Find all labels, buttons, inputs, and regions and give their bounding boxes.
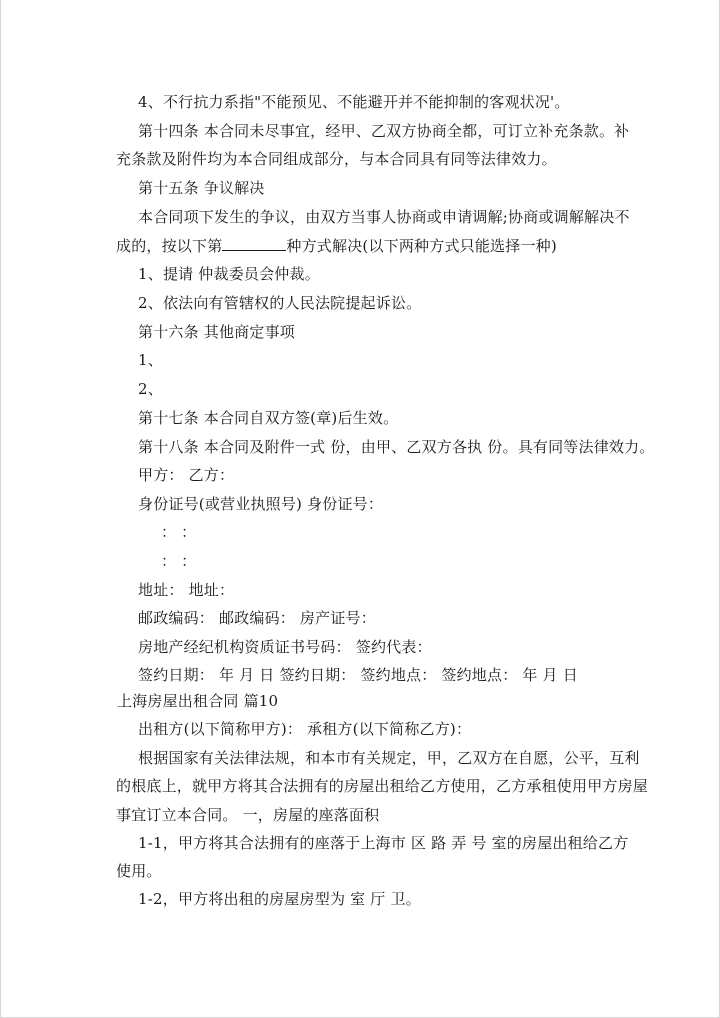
option-arbitration: 1、提请 仲裁委员会仲裁。 — [138, 265, 320, 283]
preamble-line-3: 事宜订立本合同。 一，房屋的座落面积 — [116, 806, 380, 824]
article-18: 第十八条 本合同及附件一式 份，由甲、乙双方各执 份。具有同等法律效力。 — [138, 438, 655, 456]
article-16-heading: 第十六条 其他商定事项 — [138, 323, 295, 341]
option-litigation: 2、依法向有管辖权的人民法院提起诉讼。 — [138, 294, 422, 312]
preamble-line-2: 的根底上，就甲方将其合法拥有的房屋出租给乙方使用，乙方承租使用甲方房屋 — [116, 777, 649, 795]
article-15-heading: 第十五条 争议解决 — [138, 179, 265, 197]
article-14-line-1: 第十四条 本合同未尽事宜，经甲、乙双方协商全都，可订立补充条款。补 — [138, 122, 630, 140]
clause-1-1-line-1: 1-1，甲方将其合法拥有的座落于上海市 区 路 弄 号 室的房屋出租给乙方 — [138, 834, 629, 852]
id-number-labels: 身份证号(或营业执照号) 身份证号： — [138, 495, 384, 513]
article-15-line-2 — [116, 236, 557, 256]
clause-1-1-line-2: 使用。 — [116, 862, 162, 880]
article-15-line-2-suffix: 种方式解决(以下两种方式只能选择一种) — [286, 237, 557, 255]
fill-in-blank — [222, 236, 286, 251]
article-15-line-1: 本合同项下发生的争议，由双方当事人协商或申请调解;协商或调解解决不 — [138, 208, 630, 226]
clause-force-majeure-4: 4、不行抗力系指"不能预见、不能避开并不能抑制的客观状况'。 — [138, 93, 570, 111]
signing-date-labels: 签约日期： 年 月 日 签约日期： 签约地点： 签约地点： 年 月 日 — [138, 666, 578, 684]
agency-labels: 房地产经纪机构资质证书号码： 签约代表： — [138, 638, 432, 656]
id-colon-row-1: ： ： — [161, 523, 197, 541]
article-17: 第十七条 本合同自双方签(章)后生效。 — [138, 409, 399, 427]
clause-1-2: 1-2，甲方将出租的房屋房型为 室 厅 卫。 — [138, 890, 421, 908]
section-title: 上海房屋出租合同 篇10 — [117, 692, 279, 710]
preamble-line-1: 根据国家有关法律法规，和本市有关规定，甲，乙双方在自愿，公平，互利 — [138, 749, 640, 767]
party-labels: 甲方： 乙方： — [138, 466, 235, 484]
article-16-item-1: 1、 — [138, 351, 163, 369]
parties-line: 出租方(以下简称甲方)： 承租方(以下简称乙方)： — [138, 720, 472, 738]
postcode-labels: 邮政编码： 邮政编码： 房产证号： — [138, 609, 376, 627]
article-15-line-2-prefix: 成的，按以下第 — [116, 237, 223, 255]
article-14-line-2: 充条款及附件均为本合同组成部分，与本合同具有同等法律效力。 — [116, 150, 557, 168]
article-16-item-2: 2、 — [138, 380, 163, 398]
address-labels: 地址： 地址： — [138, 581, 235, 599]
id-colon-row-2: ： ： — [161, 552, 197, 570]
